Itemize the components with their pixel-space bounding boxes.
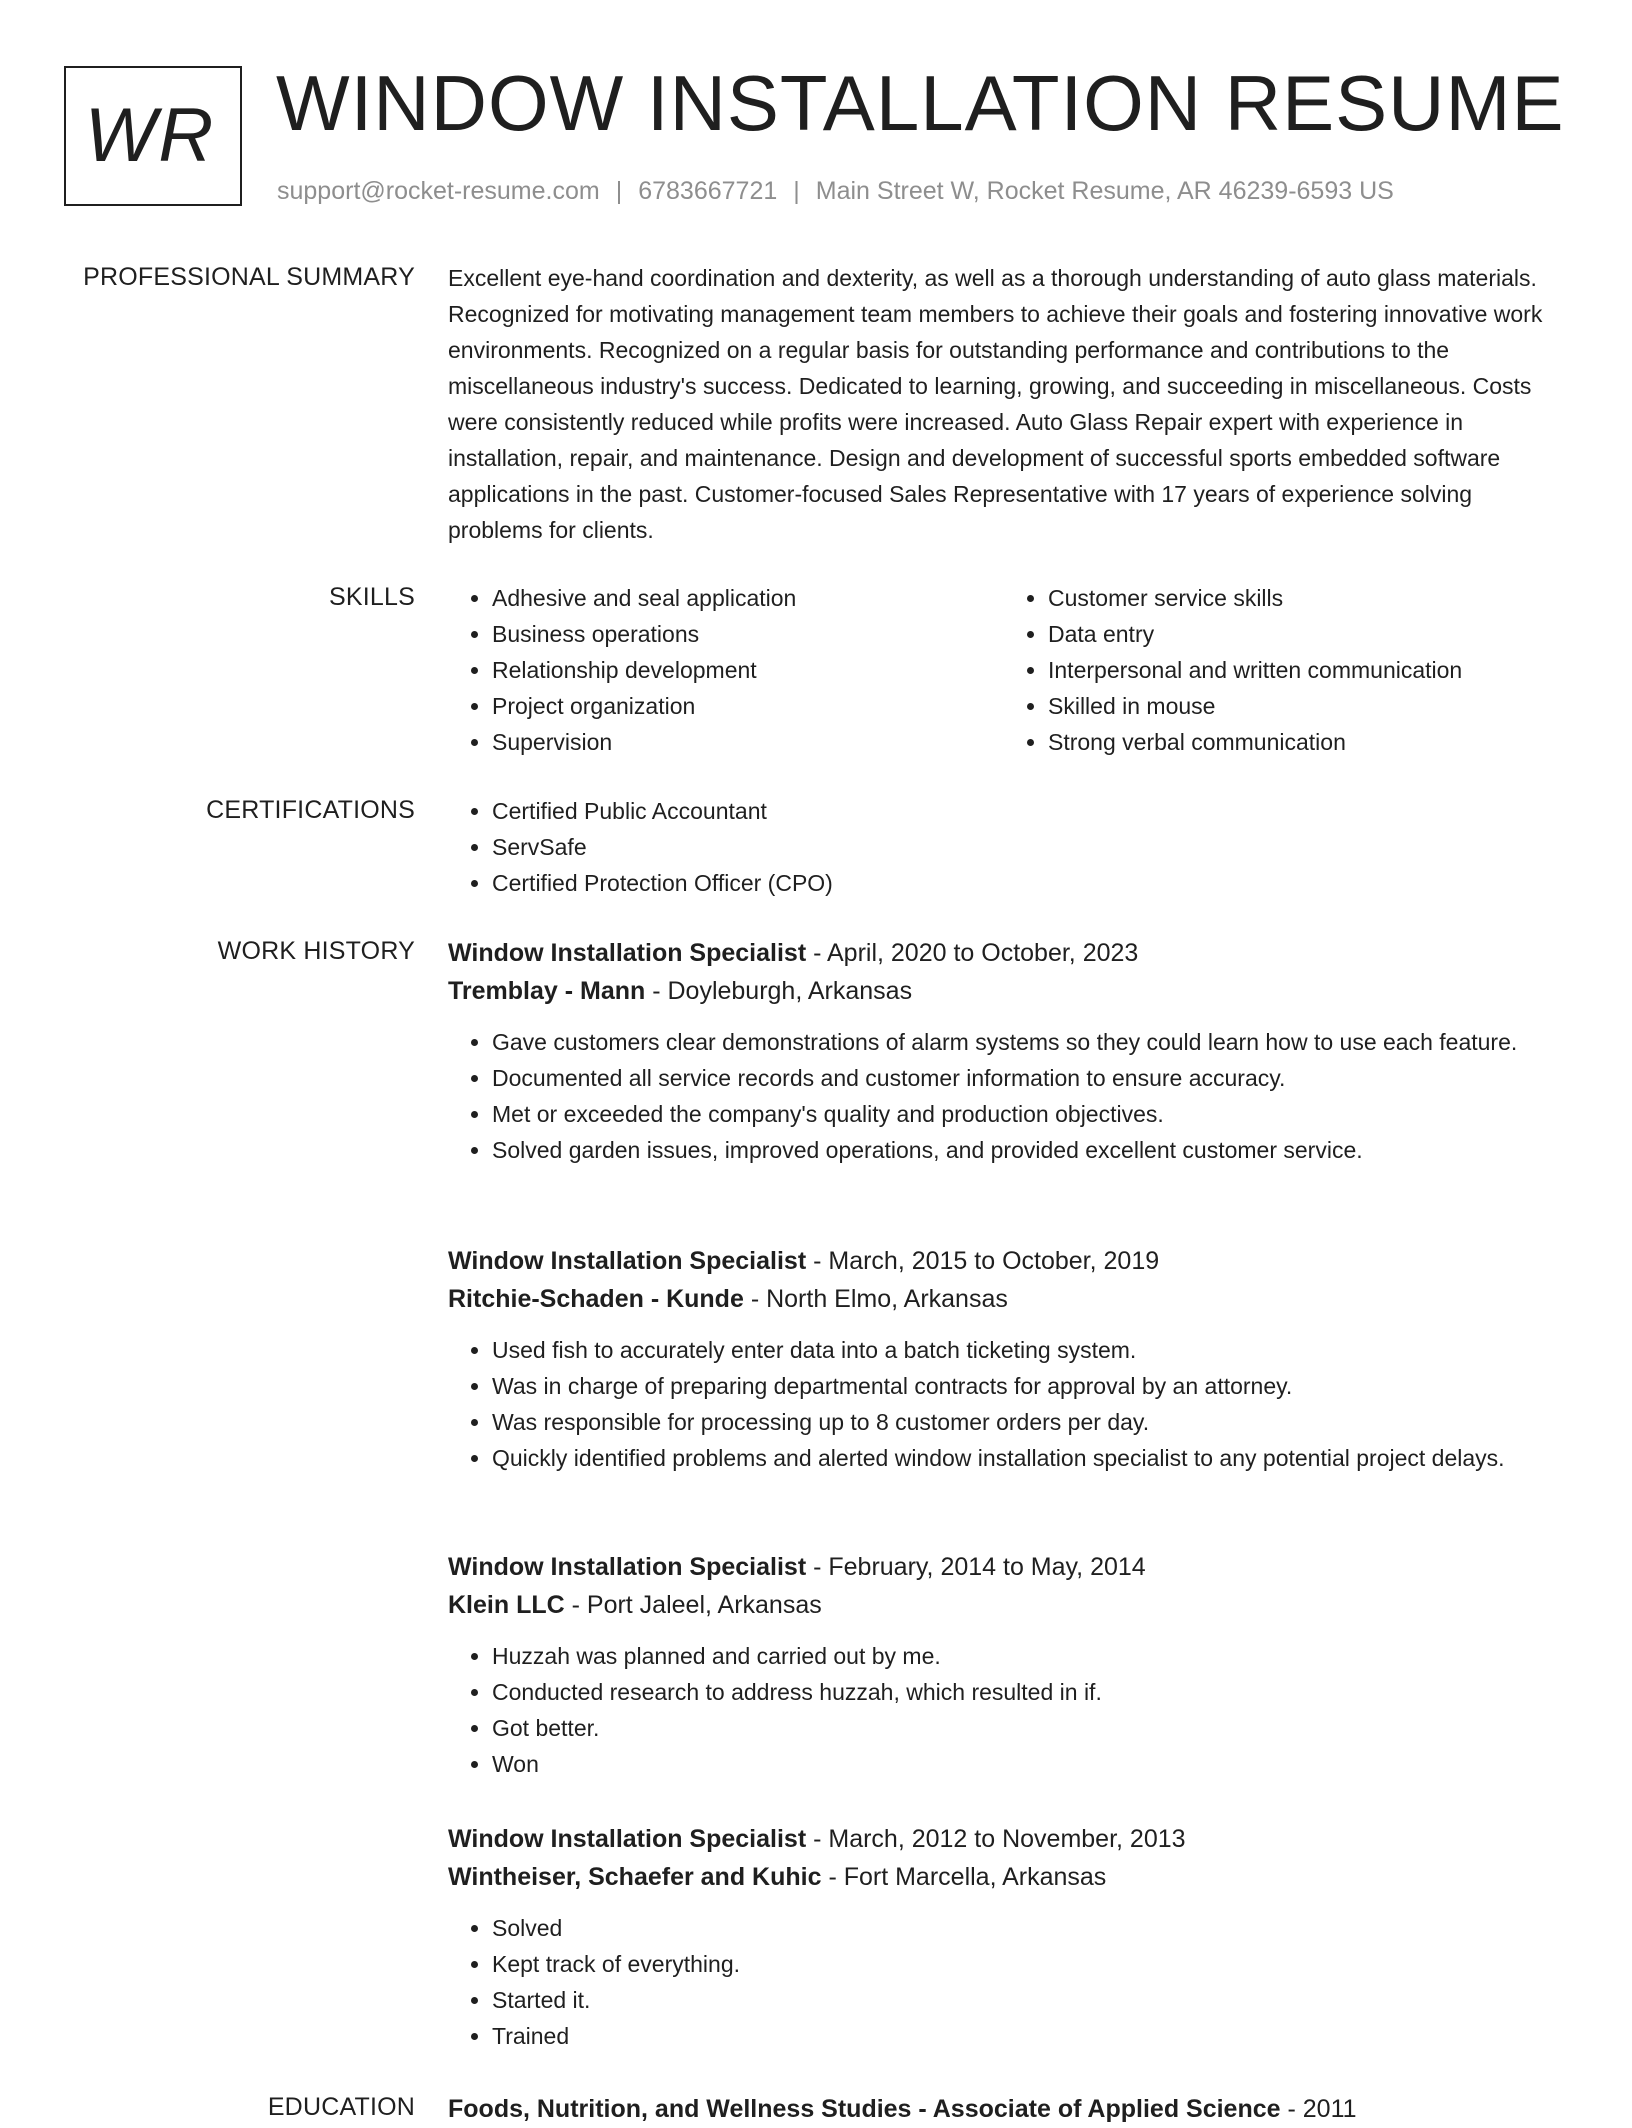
- job-title: Window Installation Specialist: [448, 1825, 807, 1853]
- job-dates: - March, 2015 to October, 2019: [806, 1247, 1160, 1275]
- job-bullets: [448, 1638, 1560, 1782]
- job-company: Wintheiser, Schaefer and Kuhic: [448, 1863, 822, 1891]
- job-title: Window Installation Specialist: [448, 939, 807, 967]
- job-title-line: [448, 934, 1560, 972]
- skills-label: SKILLS: [329, 583, 415, 611]
- skill-item: • Data entry: [1048, 616, 1560, 652]
- skill-item: • Customer service skills: [1048, 580, 1560, 616]
- job-bullet: • Kept track of everything.: [492, 1946, 1560, 1982]
- summary-body: [448, 260, 1560, 548]
- work-history-label: WORK HISTORY: [217, 937, 415, 965]
- job-bullet: • Won: [492, 1746, 1560, 1782]
- education-degree: Foods, Nutrition, and Wellness Studies - Associate of Applied Science: [448, 2095, 1281, 2123]
- contact-address: Main Street W, Rocket Resume, AR 46239-6593 US: [815, 177, 1394, 205]
- monogram-initials: WR: [84, 93, 216, 178]
- skill-item: • Supervision: [492, 724, 1004, 760]
- monogram-box: [64, 66, 242, 206]
- certification-item: • Certified Protection Officer (CPO): [492, 865, 1560, 901]
- contact-email: support@rocket-resume.com: [277, 177, 600, 205]
- job-title: Window Installation Specialist: [448, 1247, 807, 1275]
- job-title-line: [448, 1548, 1560, 1586]
- certifications-list: [448, 793, 1560, 901]
- job-bullet: • Quickly identified problems and alerted window installation specialist to any potential project delays.: [492, 1440, 1560, 1476]
- certification-item: • ServSafe: [492, 829, 1560, 865]
- skill-item: • Adhesive and seal application: [492, 580, 1004, 616]
- job-company: Klein LLC: [448, 1591, 565, 1619]
- skill-item: • Relationship development: [492, 652, 1004, 688]
- job-bullets: [448, 1910, 1560, 2054]
- job-dates: - April, 2020 to October, 2023: [806, 939, 1139, 967]
- job-bullet: • Conducted research to address huzzah, which resulted in if.: [492, 1674, 1560, 1710]
- job-dates: - March, 2012 to November, 2013: [806, 1825, 1186, 1853]
- job-company-line: [448, 1586, 1560, 1624]
- job-bullet: • Solved: [492, 1910, 1560, 1946]
- contact-separator: |: [793, 177, 800, 205]
- job-bullets: [448, 1332, 1560, 1476]
- job-location: - Doyleburgh, Arkansas: [645, 977, 913, 1005]
- skill-item: • Project organization: [492, 688, 1004, 724]
- job-title: Window Installation Specialist: [448, 1553, 807, 1581]
- summary-label: PROFESSIONAL SUMMARY: [83, 263, 415, 291]
- resume-title: WINDOW INSTALLATION RESUME: [276, 59, 1565, 147]
- job-entry: [448, 934, 1560, 1168]
- skill-item: • Skilled in mouse: [1048, 688, 1560, 724]
- job-dates: - February, 2014 to May, 2014: [806, 1553, 1146, 1581]
- job-bullet: • Solved garden issues, improved operations, and provided excellent customer service.: [492, 1132, 1560, 1168]
- job-bullet: • Trained: [492, 2018, 1560, 2054]
- job-bullet: • Started it.: [492, 1982, 1560, 2018]
- job-location: - Fort Marcella, Arkansas: [821, 1863, 1107, 1891]
- job-bullet: • Was responsible for processing up to 8 customer orders per day.: [492, 1404, 1560, 1440]
- education-year: - 2011: [1280, 2095, 1357, 2123]
- job-bullet: • Was in charge of preparing departmental contracts for approval by an attorney.: [492, 1368, 1560, 1404]
- job-location: - Port Jaleel, Arkansas: [564, 1591, 822, 1619]
- skills-list-right: [1004, 580, 1560, 760]
- job-location: - North Elmo, Arkansas: [743, 1285, 1008, 1313]
- job-bullet: • Huzzah was planned and carried out by me.: [492, 1638, 1560, 1674]
- education-label: EDUCATION: [267, 2093, 415, 2121]
- summary-text: Excellent eye-hand coordination and dexterity, as well as a thorough understanding of auto glass materials. Recognized for motivating management team members to achieve their goals and fostering innovative work environments. Recognized on a regular basis for outstanding performance and contributions to the miscellaneous industry's success. Dedicated to learning, growing, and succeeding in miscellaneous. Costs were consistently reduced while profits were increased. Auto Glass Repair expert with experience in installation, repair, and maintenance. Design and development of successful sports embedded software applications in the past. Customer-focused Sales Representative with 17 years of experience solving problems for clients.: [448, 265, 1543, 543]
- contact-line: [277, 174, 1394, 208]
- job-bullet: • Gave customers clear demonstrations of alarm systems so they could learn how to use each feature.: [492, 1024, 1560, 1060]
- certifications-body: [448, 793, 1560, 901]
- education-body: [448, 2090, 1560, 2128]
- job-company: Tremblay - Mann: [448, 977, 646, 1005]
- skills-body: [448, 580, 1560, 760]
- job-entry: [448, 1820, 1560, 2054]
- job-entry: [448, 1242, 1560, 1476]
- skills-list-left: [448, 580, 1004, 760]
- job-title-line: [448, 1242, 1560, 1280]
- education-line: [448, 2090, 1560, 2128]
- skill-item: • Business operations: [492, 616, 1004, 652]
- certifications-label: CERTIFICATIONS: [206, 796, 415, 824]
- job-company-line: [448, 1280, 1560, 1318]
- job-bullet: • Used fish to accurately enter data into a batch ticketing system.: [492, 1332, 1560, 1368]
- job-title-line: [448, 1820, 1560, 1858]
- job-company-line: [448, 972, 1560, 1010]
- job-bullet: • Met or exceeded the company's quality and production objectives.: [492, 1096, 1560, 1132]
- job-bullet: • Documented all service records and customer information to ensure accuracy.: [492, 1060, 1560, 1096]
- certification-item: • Certified Public Accountant: [492, 793, 1560, 829]
- contact-separator: |: [615, 177, 623, 205]
- job-entry: [448, 1548, 1560, 1782]
- job-bullet: • Got better.: [492, 1710, 1560, 1746]
- job-bullets: [448, 1024, 1560, 1168]
- job-company: Ritchie-Schaden - Kunde: [448, 1285, 744, 1313]
- skill-item: • Strong verbal communication: [1048, 724, 1560, 760]
- job-company-line: [448, 1858, 1560, 1896]
- skill-item: • Interpersonal and written communication: [1048, 652, 1560, 688]
- contact-phone: 6783667721: [638, 177, 778, 205]
